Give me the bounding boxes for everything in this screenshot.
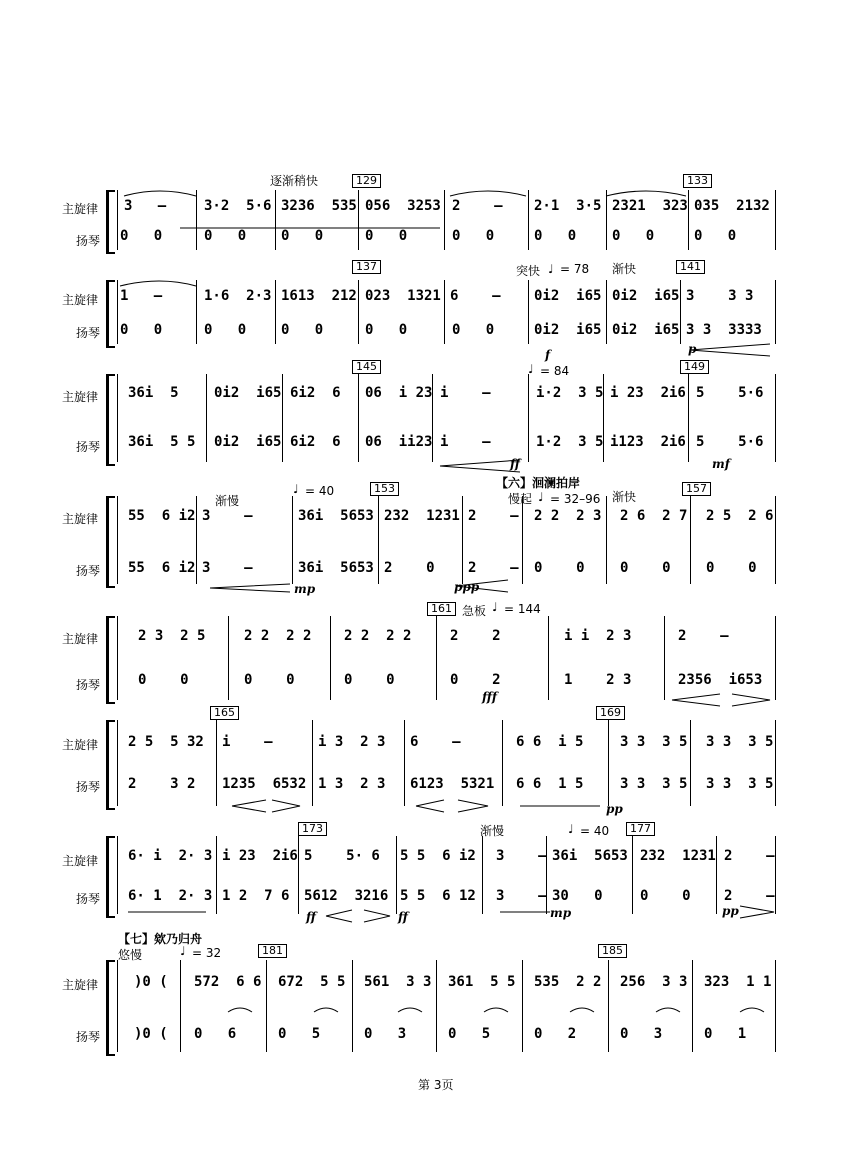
dynamic-mark: pp [606,802,623,816]
melody-measure: i – [440,385,491,401]
melody-measure: 2 2 [450,628,501,644]
yangqin-measure: 0 0 [244,672,295,688]
tempo-annotation: = 32–96 [550,492,601,506]
barline [436,960,437,1052]
melody-measure: 1·6 2·3 [204,288,272,304]
yangqin-measure: 2356 i653 [678,672,763,688]
system-line [117,836,118,914]
barline [358,190,359,250]
yangqin-measure: 2 – [724,888,775,904]
melody-measure: 5 5·6 [696,385,764,401]
part-label-yangqin: 扬琴 [76,440,101,454]
measure-number: 173 [298,822,327,836]
measure-number: 149 [680,360,709,374]
part-label-melody: 主旋律 [62,512,99,526]
dynamic-mark: mp [294,582,316,596]
barline [680,280,681,344]
dynamic-mark: p [688,342,697,356]
barline [298,836,299,914]
barline [266,960,267,1052]
melody-measure: 2 2 2 3 [534,508,602,524]
yangqin-measure: 0 0 [612,228,655,244]
tempo-annotation: 渐快 [612,262,637,276]
barline [444,280,445,344]
dynamic-mark: ppp [454,580,480,594]
barline [606,496,607,584]
melody-measure: 0i2 i65 [534,288,602,304]
yangqin-measure: 0i2 i65 [534,322,602,338]
melody-measure: 3 3 3 5 [620,734,688,750]
melody-measure: 232 1231 [640,848,716,864]
melody-measure: 3236 535 [281,198,357,214]
yangqin-measure: 2 3 2 [128,776,196,792]
part-label-yangqin: 扬琴 [76,326,101,340]
tempo-annotation: = 144 [504,602,541,616]
barline [775,960,776,1052]
yangqin-measure: 06 ii23 [365,434,433,450]
melody-measure: 6 6 i 5 [516,734,584,750]
yangqin-measure: 36i 5 5 [128,434,196,450]
yangqin-measure: 0 1 [704,1026,747,1042]
yangqin-measure: 0i2 i65 [214,434,282,450]
system-bracket [106,374,115,466]
barline [180,960,181,1052]
barline [275,280,276,344]
barline [312,720,313,806]
section-heading: 【七】欸乃归舟 [118,932,203,946]
melody-measure: )0 ( [134,974,168,990]
barline [775,720,776,806]
yangqin-measure: 0 0 [365,322,408,338]
yangqin-measure: 1 2 7 6 [222,888,290,904]
barline [196,280,197,344]
part-label-yangqin: 扬琴 [76,1030,101,1044]
barline [528,374,529,462]
barline [608,720,609,806]
part-label-melody: 主旋律 [62,854,99,868]
system-line [117,720,118,806]
yangqin-measure: 1235 6532 [222,776,307,792]
dynamic-mark: ff [398,910,408,924]
barline [690,496,691,584]
dynamic-mark: ff [306,910,316,924]
barline [358,280,359,344]
barline [546,836,547,914]
tempo-annotation: 渐慢 [480,824,505,838]
barline [196,496,197,584]
measure-number: 169 [596,706,625,720]
tempo-annotation: 急板 [462,604,487,618]
measure-number: 185 [598,944,627,958]
melody-measure: 572 6 6 [194,974,262,990]
yangqin-measure: 3 3 3333 [686,322,762,338]
yangqin-measure: i123 2i6 [610,434,686,450]
yangqin-measure: 0 0 [344,672,395,688]
yangqin-measure: 0 0 [120,322,163,338]
barline [502,720,503,806]
part-label-yangqin: 扬琴 [76,678,101,692]
measure-number: 165 [210,706,239,720]
barline [775,836,776,914]
barline [482,836,483,914]
barline [548,616,549,700]
barline [775,496,776,584]
part-label-melody: 主旋律 [62,293,99,307]
melody-measure: 3 – [124,198,167,214]
yangqin-measure: 0 0 [620,560,671,576]
system-line [117,190,118,250]
melody-measure: 36i 5 [128,385,179,401]
tempo-annotation: = 32 [192,946,222,960]
barline [608,960,609,1052]
barline [775,190,776,250]
yangqin-measure: 0 0 [694,228,737,244]
barline [606,280,607,344]
yangqin-measure: 0 6 [194,1026,237,1042]
measure-number: 129 [352,174,381,188]
barline [528,190,529,250]
melody-measure: 2 5 5 32 [128,734,204,750]
melody-measure: 2 – [724,848,775,864]
yangqin-measure: 3 – [202,560,253,576]
tempo-mark: ♩ [548,262,554,276]
melody-measure: 232 1231 [384,508,460,524]
melody-measure: i·2 3 5 [536,385,604,401]
melody-measure: 035 2132 [694,198,770,214]
yangqin-measure: 0 0 [534,560,585,576]
tempo-mark: ♩ [538,490,544,504]
melody-measure: 256 3 3 [620,974,688,990]
melody-measure: 2 2 2 2 [244,628,312,644]
tempo-mark: ♩ [293,482,299,496]
yangqin-measure: 0 0 [534,228,577,244]
melody-measure: i – [222,734,273,750]
system-bracket [106,960,115,1056]
tempo-annotation: = 84 [540,364,570,378]
melody-measure: 3·2 5·6 [204,198,272,214]
tempo-annotation: = 40 [580,824,610,838]
system-bracket [106,280,115,348]
part-label-yangqin: 扬琴 [76,234,101,248]
barline [282,374,283,462]
melody-measure: 55 6 i2 [128,508,196,524]
measure-number: 133 [683,174,712,188]
tempo-mark: ♩ [568,822,574,836]
yangqin-measure: 1 2 3 [564,672,632,688]
barline [664,616,665,700]
yangqin-measure: 6i2 6 [290,434,341,450]
melody-measure: 056 3253 [365,198,441,214]
yangqin-measure: 5612 3216 [304,888,389,904]
yangqin-measure: 5 5 6 12 [400,888,476,904]
melody-measure: 2321 323 [612,198,688,214]
tempo-annotation: = 40 [305,484,335,498]
melody-measure: 2 – [468,508,519,524]
yangqin-measure: 0 0 [120,228,163,244]
measure-number: 181 [258,944,287,958]
yangqin-measure: 0 0 [204,322,247,338]
melody-measure: 6 – [450,288,501,304]
yangqin-measure: 1 3 2 3 [318,776,386,792]
yangqin-measure: 0 0 [281,322,324,338]
yangqin-measure: 55 6 i2 [128,560,196,576]
melody-measure: 1613 212 [281,288,357,304]
yangqin-measure: i – [440,434,491,450]
yangqin-measure: 0 2 [534,1026,577,1042]
system-line [117,280,118,344]
melody-measure: 2 3 2 5 [138,628,206,644]
yangqin-measure: 0 0 [365,228,408,244]
tempo-annotation: 渐慢 [215,494,240,508]
melody-measure: 1 – [120,288,163,304]
system-bracket [106,720,115,810]
melody-measure: 535 2 2 [534,974,602,990]
yangqin-measure: )0 ( [134,1026,168,1042]
melody-measure: 06 i 23 [365,385,433,401]
melody-measure: 361 5 5 [448,974,516,990]
barline [688,374,689,462]
yangqin-measure: 0 5 [278,1026,321,1042]
melody-measure: 3 3 3 [686,288,754,304]
dynamic-mark: mp [550,906,572,920]
measure-number: 161 [427,602,456,616]
tempo-annotation: 逐渐稍快 [270,174,319,188]
barline [378,496,379,584]
yangqin-measure: 36i 5653 [298,560,374,576]
part-label-yangqin: 扬琴 [76,564,101,578]
yangqin-measure: 3 – [496,888,547,904]
yangqin-measure: 5 5·6 [696,434,764,450]
barline [216,836,217,914]
melody-measure: 36i 5653 [552,848,628,864]
barline [196,190,197,250]
melody-measure: i 3 2 3 [318,734,386,750]
melody-measure: 323 1 1 [704,974,772,990]
melody-measure: 2 – [678,628,729,644]
barline [775,280,776,344]
barline [396,836,397,914]
tempo-annotation: 突快 [516,264,541,278]
part-label-yangqin: 扬琴 [76,780,101,794]
melody-measure: 3 3 3 5 [706,734,774,750]
tempo-mark: ♩ [528,362,534,376]
barline [632,836,633,914]
measure-number: 177 [626,822,655,836]
system-line [117,960,118,1052]
system-line [117,496,118,584]
barline [522,960,523,1052]
tempo-mark: ♩ [492,600,498,614]
melody-measure: 36i 5653 [298,508,374,524]
yangqin-measure: 0 5 [448,1026,491,1042]
yangqin-measure: 3 3 3 5 [706,776,774,792]
yangqin-measure: 0 0 [204,228,247,244]
page-number: 第 3页 [418,1078,454,1092]
melody-measure: i 23 2i6 [222,848,298,864]
melody-measure: i i 2 3 [564,628,632,644]
melody-measure: 672 5 5 [278,974,346,990]
system-line [117,616,118,700]
melody-measure: 2 5 2 6 [706,508,774,524]
barline [775,616,776,700]
melody-measure: 3 – [202,508,253,524]
measure-number: 145 [352,360,381,374]
barline [432,374,433,462]
tempo-annotation: = 78 [560,262,590,276]
yangqin-measure: 0i2 i65 [612,322,680,338]
melody-measure: 2 6 2 7 [620,508,688,524]
part-label-melody: 主旋律 [62,978,99,992]
barline [404,720,405,806]
yangqin-measure: 2 – [468,560,519,576]
yangqin-measure: 0 0 [452,322,495,338]
yangqin-measure: 2 0 [384,560,435,576]
melody-measure: i 23 2i6 [610,385,686,401]
barline [358,374,359,462]
dynamic-mark: mf [712,457,730,471]
tempo-mark: ♩ [180,944,186,958]
yangqin-measure: 0 3 [364,1026,407,1042]
yangqin-measure: 6123 5321 [410,776,495,792]
dynamic-mark: fff [482,690,498,704]
yangqin-measure: 0 0 [452,228,495,244]
measure-number: 157 [682,482,711,496]
barline [444,190,445,250]
system-line [117,374,118,462]
yangqin-measure: 0 3 [620,1026,663,1042]
dynamic-mark: f [545,348,551,362]
melody-measure: 2 2 2 2 [344,628,412,644]
yangqin-measure: 1·2 3 5 [536,434,604,450]
tempo-annotation: 悠慢 [118,948,143,962]
barline [436,616,437,700]
barline [775,374,776,462]
yangqin-measure: 0 0 [138,672,189,688]
melody-measure: 6· i 2· 3 [128,848,213,864]
system-bracket [106,836,115,918]
melody-measure: 0i2 i65 [612,288,680,304]
section-heading: 【六】洄澜拍岸 [496,476,581,490]
barline [228,616,229,700]
melody-measure: 023 1321 [365,288,441,304]
system-bracket [106,190,115,254]
barline [275,190,276,250]
barline [216,720,217,806]
barline [690,720,691,806]
yangqin-measure: 30 0 [552,888,603,904]
melody-measure: 5 5 6 i2 [400,848,476,864]
melody-measure: 561 3 3 [364,974,432,990]
tempo-annotation: 慢起 [508,492,533,506]
measure-number: 153 [370,482,399,496]
yangqin-measure: 0 0 [640,888,691,904]
melody-measure: 6i2 6 [290,385,341,401]
barline [528,280,529,344]
yangqin-measure: 0 2 [450,672,501,688]
tempo-annotation: 渐快 [612,490,637,504]
dynamic-mark: pp [722,904,739,918]
barline [606,190,607,250]
yangqin-measure: 6 6 1 5 [516,776,584,792]
barline [692,960,693,1052]
part-label-melody: 主旋律 [62,738,99,752]
melody-measure: 2·1 3·5 [534,198,602,214]
barline [716,836,717,914]
yangqin-measure: 0 0 [706,560,757,576]
dynamic-mark: ff [510,457,520,471]
melody-measure: 5 5· 6 [304,848,380,864]
melody-measure: 3 – [496,848,547,864]
system-bracket [106,616,115,704]
melody-measure: 0i2 i65 [214,385,282,401]
melody-measure: 2 – [452,198,503,214]
barline [206,374,207,462]
melody-measure: 6 – [410,734,461,750]
part-label-yangqin: 扬琴 [76,892,101,906]
system-bracket [106,496,115,588]
barline [688,190,689,250]
yangqin-measure: 0 0 [281,228,324,244]
barline [603,374,604,462]
yangqin-measure: 3 3 3 5 [620,776,688,792]
part-label-melody: 主旋律 [62,632,99,646]
measure-number: 137 [352,260,381,274]
part-label-melody: 主旋律 [62,390,99,404]
barline [522,496,523,584]
measure-number: 141 [676,260,705,274]
barline [462,496,463,584]
part-label-melody: 主旋律 [62,202,99,216]
barline [330,616,331,700]
barline [292,496,293,584]
yangqin-measure: 6· 1 2· 3 [128,888,213,904]
barline [352,960,353,1052]
